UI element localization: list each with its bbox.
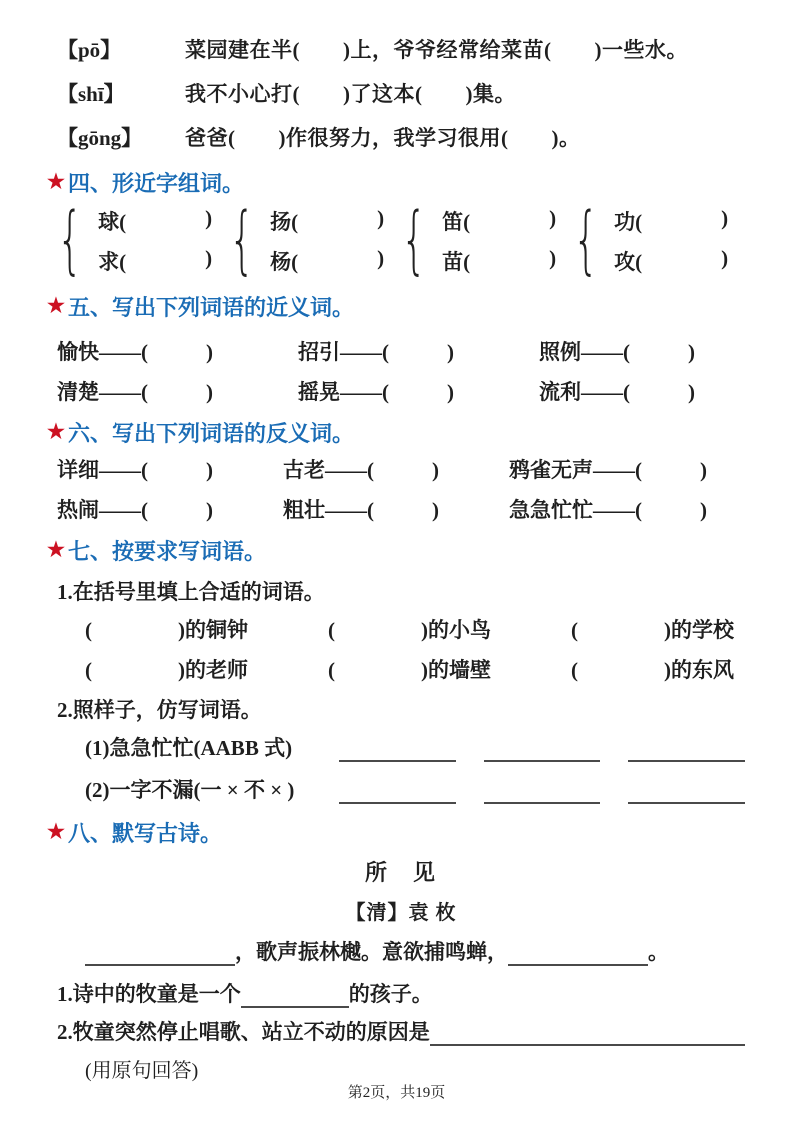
section-heading-seven [47,534,745,566]
synonym-row [57,336,745,364]
close-paren: ) [205,206,213,230]
sub-question-title: 1.在括号里填上合适的词语。 [57,580,325,604]
synonym-row [57,376,745,404]
section-title: 七、按要求写词语。 [67,538,266,564]
fill-blank-item: ( ) 的小鸟 [328,618,491,642]
word-pair [270,206,384,274]
antonym-item: 鸦雀无声 ——( ) [509,458,707,482]
star-icon: ★ [47,421,65,443]
blank-line [508,940,648,966]
word-blank-row [270,206,384,234]
sub-question-title: 2.照样子，仿写词语。 [57,698,262,722]
example-word: (2)一字不漏(一 × 不 × ) [85,778,295,802]
fill-blank-item: ( ) 的墙壁 [328,658,491,682]
word-blank-row [442,206,556,234]
word-blank-row [614,246,728,274]
fill-blank-row [57,614,745,642]
close-paren: ) [721,246,729,270]
poem-author: 【清】袁 枚 [345,902,457,924]
section-title: 八、默写古诗。 [67,820,222,846]
word-blank-row [98,206,212,234]
word-with-paren: 求( [98,250,127,274]
pinyin-sentence: 我不小心打( )了这本( )集。 [185,82,516,106]
blank-line [484,778,601,804]
pinyin-sentence: 爸爸( )作很努力，我学习很用( )。 [185,126,581,150]
fill-blank-item: ( ) 的铜钟 [85,618,248,642]
brace-groups-row [57,197,745,283]
fill-blank-row [57,654,745,682]
section-heading-five [47,290,745,322]
blank-line [339,736,456,762]
star-icon: ★ [47,295,65,317]
brace-icon: { [57,197,83,283]
brace-icon: { [573,197,599,283]
word-with-paren: 扬( [270,210,299,234]
brace-group [573,197,745,283]
word-with-paren: 攻( [614,250,643,274]
star-icon: ★ [47,821,65,843]
synonym-item: 清楚 ——( ) [57,380,213,404]
synonym-item: 愉快 ——( ) [57,340,213,364]
section-heading-eight [47,816,745,848]
word-blank-row [270,246,384,274]
section-heading-six [47,416,745,448]
word-pair [442,206,556,274]
question-text: 2.牧童突然停止唱歌、站立不动的原因是 [57,1020,430,1044]
pinyin-label: 【pō】 [57,38,122,62]
antonym-item: 急急忙忙 ——( ) [509,498,707,522]
blank-line [628,736,745,762]
question-note: (用原句回答) [85,1060,199,1082]
question-row [57,978,745,1008]
antonym-item: 粗壮 ——( ) [283,498,439,522]
synonym-item: 照例 ——( ) [539,340,695,364]
footer-page-number: 第2页，共19页 [347,1085,446,1101]
brace-group [57,197,229,283]
blank-line [339,778,456,804]
word-pair [614,206,728,274]
synonym-item: 流利 ——( ) [539,380,695,404]
brace-icon: { [401,197,427,283]
fill-blank-item: ( ) 的学校 [571,618,734,642]
blank-line [241,982,349,1008]
pinyin-label: 【gōng】 [57,126,143,150]
close-paren: ) [549,246,557,270]
antonym-row [57,494,745,522]
pinyin-sentence: 菜园建在半( )上，爷爷经常给菜苗( )一些水。 [185,38,688,62]
question-text: 1.诗中的牧童是一个 [57,982,241,1006]
brace-group [401,197,573,283]
close-paren: ) [549,206,557,230]
poem-text: ，歌声振林樾。意欲捕鸣蝉， [235,940,508,964]
section-title: 四、形近字组词。 [67,170,244,196]
antonym-item: 古老 ——( ) [283,458,439,482]
brace-group [229,197,401,283]
synonym-item: 招引 ——( ) [298,340,454,364]
pinyin-row [57,34,745,62]
antonym-item: 详细 ——( ) [57,458,213,482]
poem-period: 。 [648,940,669,964]
section-title: 五、写出下列词语的近义词。 [67,294,354,320]
close-paren: ) [205,246,213,270]
fill-blank-item: ( ) 的东风 [571,658,734,682]
word-with-paren: 功( [614,210,643,234]
fill-blank-item: ( ) 的老师 [85,658,248,682]
poem-title: 所 见 [364,860,437,885]
word-blank-row [614,206,728,234]
poem-line [57,936,745,966]
question-row [57,1016,745,1046]
word-with-paren: 笛( [442,210,471,234]
blank-line [85,940,235,966]
word-blank-row [442,246,556,274]
pinyin-row [57,78,745,106]
word-blank-row [98,246,212,274]
close-paren: ) [377,206,385,230]
close-paren: ) [721,206,729,230]
word-with-paren: 球( [98,210,127,234]
word-with-paren: 杨( [270,250,299,274]
antonym-item: 热闹 ——( ) [57,498,213,522]
star-icon: ★ [47,171,65,193]
star-icon: ★ [47,539,65,561]
close-paren: ) [377,246,385,270]
word-pair [98,206,212,274]
word-imitation-row [57,774,745,804]
question-text: 的孩子。 [348,982,433,1006]
section-title: 六、写出下列词语的反义词。 [67,420,354,446]
blank-line [430,1020,745,1046]
word-with-paren: 苗( [442,250,471,274]
brace-icon: { [229,197,255,283]
section-heading-four [47,166,745,198]
blank-line [628,778,745,804]
antonym-row [57,454,745,482]
synonym-item: 摇晃 ——( ) [298,380,454,404]
word-imitation-row [57,732,745,762]
pinyin-row [57,122,745,150]
example-word: (1)急急忙忙(AABB 式) [85,736,293,760]
pinyin-label: 【shī】 [57,82,125,106]
blank-line [484,736,601,762]
